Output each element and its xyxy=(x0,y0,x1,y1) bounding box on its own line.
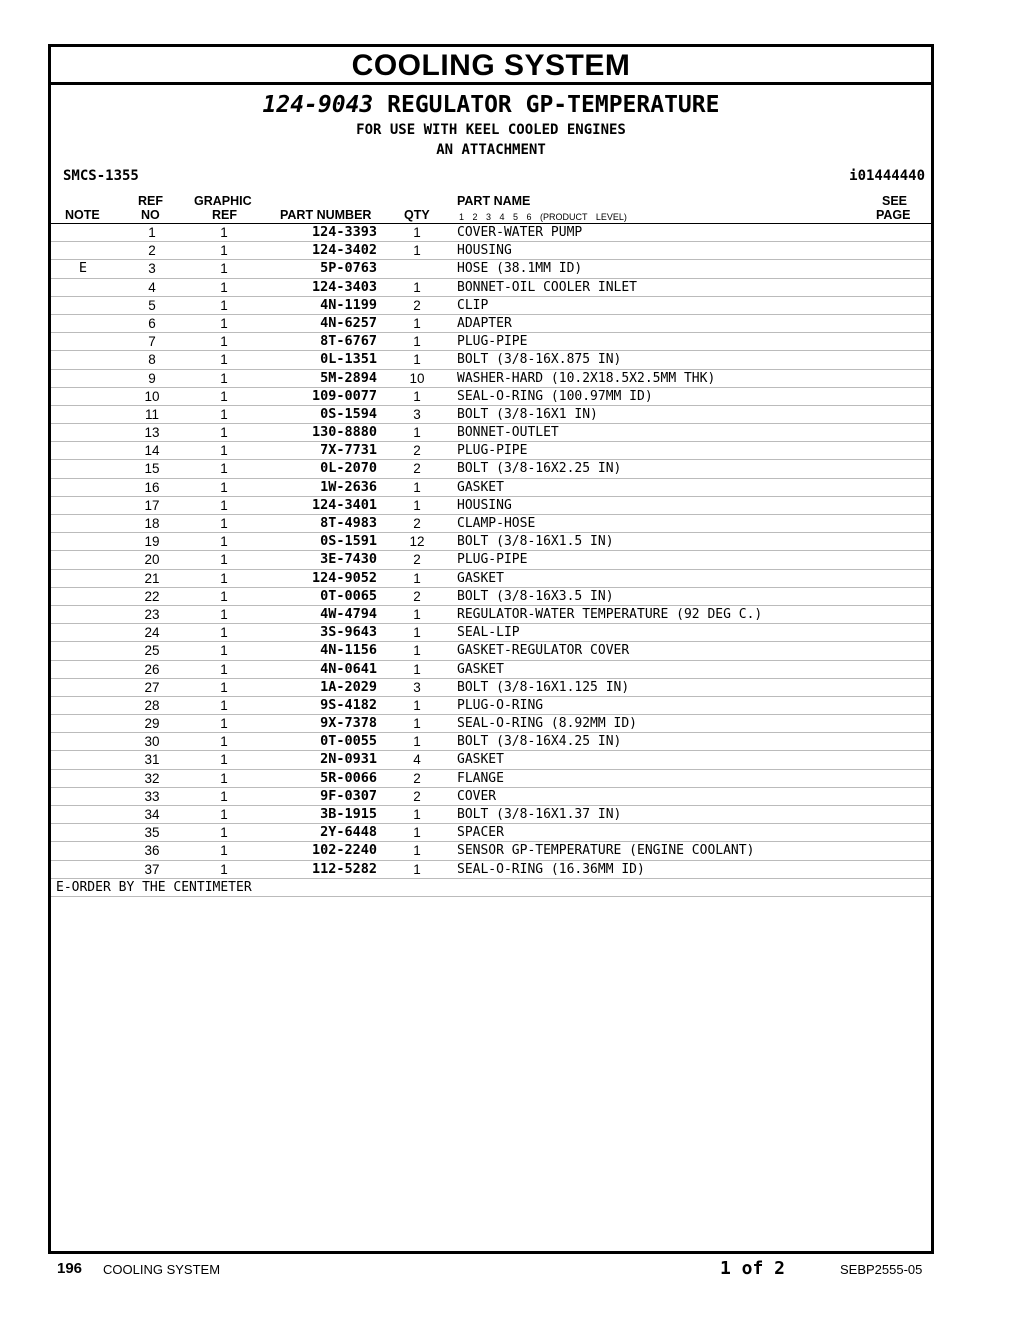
footnote: E-ORDER BY THE CENTIMETER xyxy=(51,879,931,897)
row-part-name: GASKET xyxy=(457,752,504,768)
table-row xyxy=(51,551,931,569)
table-row xyxy=(51,242,931,260)
table-row xyxy=(51,315,931,333)
row-ref-no: 34 xyxy=(144,807,160,822)
row-ref-no: 18 xyxy=(144,516,160,531)
row-qty: 1 xyxy=(413,843,421,859)
table-row xyxy=(51,442,931,460)
table-row xyxy=(51,370,931,388)
row-qty: 1 xyxy=(413,807,421,822)
table-row xyxy=(51,861,931,879)
row-part-name: GASKET xyxy=(457,570,504,586)
row-ref-no: 4 xyxy=(148,279,156,295)
row-qty: 2 xyxy=(413,443,421,459)
table-row xyxy=(51,424,931,442)
row-ref-no: 17 xyxy=(144,497,160,513)
row-qty: 1 xyxy=(413,334,421,350)
row-graphic-ref: 1 xyxy=(220,225,228,240)
row-part-name: REGULATOR-WATER TEMPERATURE (92 DEG C.) xyxy=(457,606,763,622)
row-part-name: PLUG-PIPE xyxy=(457,552,528,568)
row-graphic-ref: 1 xyxy=(220,552,228,568)
row-qty: 2 xyxy=(413,297,421,313)
row-graphic-ref: 1 xyxy=(220,570,228,586)
row-note: E xyxy=(78,260,88,277)
row-qty: 1 xyxy=(413,661,421,677)
row-part-name: PLUG-PIPE xyxy=(457,334,528,350)
row-graphic-ref: 1 xyxy=(220,297,228,313)
row-qty: 1 xyxy=(413,734,421,750)
row-part-name: SEAL-O-RING (8.92MM ID) xyxy=(457,716,638,732)
row-qty: 2 xyxy=(413,461,421,477)
row-qty: 2 xyxy=(413,588,421,604)
row-qty: 4 xyxy=(413,752,421,768)
row-part-name: BONNET-OUTLET xyxy=(457,425,559,441)
table-row xyxy=(51,224,931,242)
row-part-name: BOLT (3/8-16X1 IN) xyxy=(457,406,598,422)
table-row xyxy=(51,606,931,624)
row-graphic-ref: 1 xyxy=(220,406,228,422)
row-ref-no: 35 xyxy=(144,825,160,841)
row-graphic-ref: 1 xyxy=(220,861,228,877)
row-part-name: HOUSING xyxy=(457,497,512,513)
row-qty: 1 xyxy=(413,225,421,240)
parts-table-body xyxy=(51,224,931,897)
row-ref-no: 20 xyxy=(144,552,160,568)
row-part-number: 8T-4983 xyxy=(320,515,377,531)
row-ref-no: 37 xyxy=(144,861,160,877)
table-row xyxy=(51,770,931,788)
row-qty: 1 xyxy=(413,716,421,732)
row-part-name: HOSE (38.1MM ID) xyxy=(457,261,583,277)
row-qty: 1 xyxy=(413,479,421,495)
row-ref-no: 19 xyxy=(144,534,160,550)
row-part-name: GASKET xyxy=(457,661,504,677)
row-qty: 1 xyxy=(413,243,421,259)
header-graphic-bottom: REF xyxy=(212,208,237,222)
table-row xyxy=(51,533,931,551)
row-part-number: 3B-1915 xyxy=(320,806,377,822)
section-title: COOLING SYSTEM xyxy=(51,47,931,85)
row-graphic-ref: 1 xyxy=(220,425,228,441)
row-ref-no: 5 xyxy=(148,297,156,313)
row-part-number: 2N-0931 xyxy=(320,751,377,768)
row-ref-no: 25 xyxy=(144,643,160,659)
row-ref-no: 31 xyxy=(144,752,160,768)
row-part-number: 0S-1591 xyxy=(320,533,377,550)
row-qty: 2 xyxy=(413,770,421,786)
row-qty: 1 xyxy=(413,861,421,877)
table-row xyxy=(51,806,931,824)
row-qty: 1 xyxy=(413,697,421,713)
row-part-number: 8T-6767 xyxy=(320,333,377,350)
row-ref-no: 33 xyxy=(144,788,160,804)
table-row xyxy=(51,733,931,751)
row-graphic-ref: 1 xyxy=(220,315,228,331)
row-qty: 1 xyxy=(413,352,421,368)
row-qty: 3 xyxy=(413,679,421,695)
table-row xyxy=(51,715,931,733)
row-part-number: 124-3403 xyxy=(311,278,377,295)
row-ref-no: 6 xyxy=(148,315,156,331)
table-row xyxy=(51,460,931,478)
row-qty: 1 xyxy=(413,425,421,441)
row-graphic-ref: 1 xyxy=(220,807,228,822)
row-part-number: 4N-1199 xyxy=(320,296,377,313)
row-part-name: BOLT (3/8-16X1.125 IN) xyxy=(457,679,630,695)
table-row xyxy=(51,406,931,424)
group-number: 124-9043 xyxy=(262,92,374,118)
row-ref-no: 2 xyxy=(148,243,156,259)
row-part-number: 9X-7378 xyxy=(320,715,377,732)
header-part-name: PART NAME xyxy=(457,194,531,208)
table-row xyxy=(51,588,931,606)
table-row xyxy=(51,624,931,642)
row-ref-no: 21 xyxy=(144,570,160,586)
row-part-number: 7X-7731 xyxy=(320,442,377,459)
row-part-number: 3E-7430 xyxy=(320,551,377,568)
row-graphic-ref: 1 xyxy=(220,825,228,841)
row-part-name: CLIP xyxy=(457,297,489,313)
row-part-number: 112-5282 xyxy=(311,860,377,877)
row-qty: 1 xyxy=(413,570,421,586)
row-part-number: 124-9052 xyxy=(311,569,377,586)
header-product-levels: 1 2 3 4 5 6 (PRODUCT LEVEL) xyxy=(459,212,627,222)
row-graphic-ref: 1 xyxy=(220,243,228,259)
row-qty: 1 xyxy=(413,643,421,659)
table-row xyxy=(51,788,931,806)
row-part-name: COVER-WATER PUMP xyxy=(457,225,583,240)
row-ref-no: 10 xyxy=(144,388,160,404)
row-qty: 1 xyxy=(413,606,421,622)
row-graphic-ref: 1 xyxy=(220,461,228,477)
row-graphic-ref: 1 xyxy=(220,661,228,677)
table-row xyxy=(51,497,931,515)
row-part-number: 0T-0055 xyxy=(320,733,377,750)
header-see-bottom: PAGE xyxy=(876,208,911,222)
table-row xyxy=(51,842,931,860)
table-row xyxy=(51,824,931,842)
row-graphic-ref: 1 xyxy=(220,352,228,368)
row-graphic-ref: 1 xyxy=(220,788,228,804)
row-graphic-ref: 1 xyxy=(220,643,228,659)
row-graphic-ref: 1 xyxy=(220,606,228,622)
row-part-name: ADAPTER xyxy=(457,315,512,331)
row-ref-no: 27 xyxy=(144,679,160,695)
row-graphic-ref: 1 xyxy=(220,679,228,695)
group-subtitle-2: AN ATTACHMENT xyxy=(436,142,546,158)
row-qty: 1 xyxy=(413,497,421,513)
parts-list-frame xyxy=(48,44,934,1254)
row-graphic-ref: 1 xyxy=(220,497,228,513)
table-row xyxy=(51,642,931,660)
row-part-name: SEAL-O-RING (16.36MM ID) xyxy=(457,861,645,877)
page-number: 196 xyxy=(57,1260,83,1277)
row-part-number: 5R-0066 xyxy=(320,769,377,786)
row-part-name: SEAL-LIP xyxy=(457,625,520,641)
row-ref-no: 16 xyxy=(144,479,160,495)
row-part-name: GASKET-REGULATOR COVER xyxy=(457,643,630,659)
row-ref-no: 28 xyxy=(144,697,160,713)
row-ref-no: 24 xyxy=(144,625,160,641)
table-row xyxy=(51,279,931,297)
table-row xyxy=(51,333,931,351)
row-ref-no: 14 xyxy=(144,443,160,459)
row-part-name: BOLT (3/8-16X4.25 IN) xyxy=(457,734,622,750)
row-ref-no: 22 xyxy=(144,588,160,604)
row-ref-no: 3 xyxy=(148,261,156,277)
row-qty: 2 xyxy=(413,552,421,568)
row-graphic-ref: 1 xyxy=(220,443,228,459)
row-graphic-ref: 1 xyxy=(220,752,228,768)
row-part-number: 0T-0065 xyxy=(320,587,377,604)
row-graphic-ref: 1 xyxy=(220,516,228,531)
header-qty: QTY xyxy=(404,208,430,222)
table-row xyxy=(51,515,931,533)
table-row xyxy=(51,697,931,715)
row-part-number: 0S-1594 xyxy=(320,405,377,422)
row-ref-no: 15 xyxy=(144,461,160,477)
row-part-name: SPACER xyxy=(457,825,504,841)
header-note: NOTE xyxy=(65,208,100,222)
table-row xyxy=(51,679,931,697)
row-part-number: 2Y-6448 xyxy=(320,824,377,841)
row-part-number: 124-3393 xyxy=(311,224,377,240)
smcs-code: SMCS-1355 xyxy=(63,168,139,184)
row-part-number: 124-3401 xyxy=(311,496,377,513)
row-part-number: 124-3402 xyxy=(311,242,377,259)
row-part-name: BOLT (3/8-16X1.37 IN) xyxy=(457,807,622,822)
row-graphic-ref: 1 xyxy=(220,734,228,750)
header-ref-bottom: NO xyxy=(141,208,160,222)
row-part-name: BOLT (3/8-16X1.5 IN) xyxy=(457,534,614,550)
table-row xyxy=(51,570,931,588)
row-qty: 1 xyxy=(413,388,421,404)
row-part-number: 4N-1156 xyxy=(320,642,377,659)
row-part-number: 1W-2636 xyxy=(320,478,377,495)
row-part-name: GASKET xyxy=(457,479,504,495)
row-ref-no: 26 xyxy=(144,661,160,677)
header-part-number: PART NUMBER xyxy=(280,208,372,222)
row-part-name: BOLT (3/8-16X2.25 IN) xyxy=(457,461,622,477)
row-ref-no: 23 xyxy=(144,606,160,622)
header-see-top: SEE xyxy=(882,194,908,208)
row-ref-no: 11 xyxy=(144,406,159,422)
row-graphic-ref: 1 xyxy=(220,334,228,350)
row-ref-no: 32 xyxy=(144,770,160,786)
row-part-number: 130-8880 xyxy=(311,424,377,441)
table-row xyxy=(51,388,931,406)
group-title xyxy=(51,91,931,119)
table-row xyxy=(51,661,931,679)
row-graphic-ref: 1 xyxy=(220,697,228,713)
table-header xyxy=(51,191,931,224)
row-part-name: BONNET-OIL COOLER INLET xyxy=(457,279,638,295)
sheet-indicator: 1 of 2 xyxy=(720,1258,786,1279)
header-graphic-top: GRAPHIC xyxy=(194,194,252,208)
row-part-name: PLUG-PIPE xyxy=(457,443,528,459)
row-qty: 1 xyxy=(413,625,421,641)
row-part-number: 9F-0307 xyxy=(320,787,377,804)
group-subtitle-1: FOR USE WITH KEEL COOLED ENGINES xyxy=(356,122,626,138)
row-ref-no: 7 xyxy=(148,334,156,350)
row-graphic-ref: 1 xyxy=(220,479,228,495)
table-row xyxy=(51,479,931,497)
row-part-name: COVER xyxy=(457,788,497,804)
row-graphic-ref: 1 xyxy=(220,716,228,732)
row-part-number: 1A-2029 xyxy=(320,678,377,695)
row-part-number: 5M-2894 xyxy=(320,369,377,386)
row-part-number: 5P-0763 xyxy=(320,260,377,277)
row-part-name: HOUSING xyxy=(457,243,512,259)
row-qty: 2 xyxy=(413,516,421,531)
row-part-number: 4W-4794 xyxy=(320,605,377,622)
row-ref-no: 29 xyxy=(144,716,160,732)
row-part-name: CLAMP-HOSE xyxy=(457,516,536,531)
table-row xyxy=(51,297,931,315)
row-graphic-ref: 1 xyxy=(220,588,228,604)
row-qty: 1 xyxy=(413,825,421,841)
row-qty: 3 xyxy=(413,406,421,422)
publication-number: SEBP2555-05 xyxy=(840,1262,923,1277)
row-graphic-ref: 1 xyxy=(220,625,228,641)
row-graphic-ref: 1 xyxy=(220,261,228,277)
row-qty: 10 xyxy=(409,370,425,386)
row-part-name: SENSOR GP-TEMPERATURE (ENGINE COOLANT) xyxy=(457,843,755,859)
row-graphic-ref: 1 xyxy=(220,279,228,295)
row-part-name: PLUG-O-RING xyxy=(457,697,544,713)
row-part-number: 4N-0641 xyxy=(320,660,377,677)
row-graphic-ref: 1 xyxy=(220,370,228,386)
row-qty: 12 xyxy=(409,534,425,550)
illustration-id: i01444440 xyxy=(849,168,925,184)
row-part-number: 109-0077 xyxy=(311,387,377,404)
group-name: REGULATOR GP-TEMPERATURE xyxy=(387,92,720,118)
row-part-name: SEAL-O-RING (100.97MM ID) xyxy=(457,388,653,404)
table-row xyxy=(51,260,931,278)
row-qty: 1 xyxy=(413,315,421,331)
footer-section: COOLING SYSTEM xyxy=(103,1262,221,1277)
row-ref-no: 9 xyxy=(148,370,156,386)
row-ref-no: 36 xyxy=(144,843,160,859)
row-part-name: FLANGE xyxy=(457,770,504,786)
row-graphic-ref: 1 xyxy=(220,388,228,404)
table-row xyxy=(51,351,931,369)
row-part-number: 0L-2070 xyxy=(320,460,377,477)
row-ref-no: 13 xyxy=(144,425,160,441)
row-part-name: BOLT (3/8-16X3.5 IN) xyxy=(457,588,614,604)
row-qty: 1 xyxy=(413,279,421,295)
row-graphic-ref: 1 xyxy=(220,534,228,550)
row-ref-no: 30 xyxy=(144,734,160,750)
header-ref-top: REF xyxy=(138,194,163,208)
row-ref-no: 8 xyxy=(148,352,156,368)
row-part-number: 9S-4182 xyxy=(320,696,377,713)
row-part-number: 4N-6257 xyxy=(320,314,377,331)
row-qty: 2 xyxy=(413,788,421,804)
row-part-number: 102-2240 xyxy=(311,842,377,859)
row-part-name: BOLT (3/8-16X.875 IN) xyxy=(457,352,622,368)
row-part-name: WASHER-HARD (10.2X18.5X2.5MM THK) xyxy=(457,370,716,386)
row-part-number: 3S-9643 xyxy=(320,624,377,641)
row-graphic-ref: 1 xyxy=(220,843,228,859)
row-graphic-ref: 1 xyxy=(220,770,228,786)
row-part-number: 0L-1351 xyxy=(320,351,377,368)
row-ref-no: 1 xyxy=(148,225,156,240)
table-row xyxy=(51,751,931,769)
